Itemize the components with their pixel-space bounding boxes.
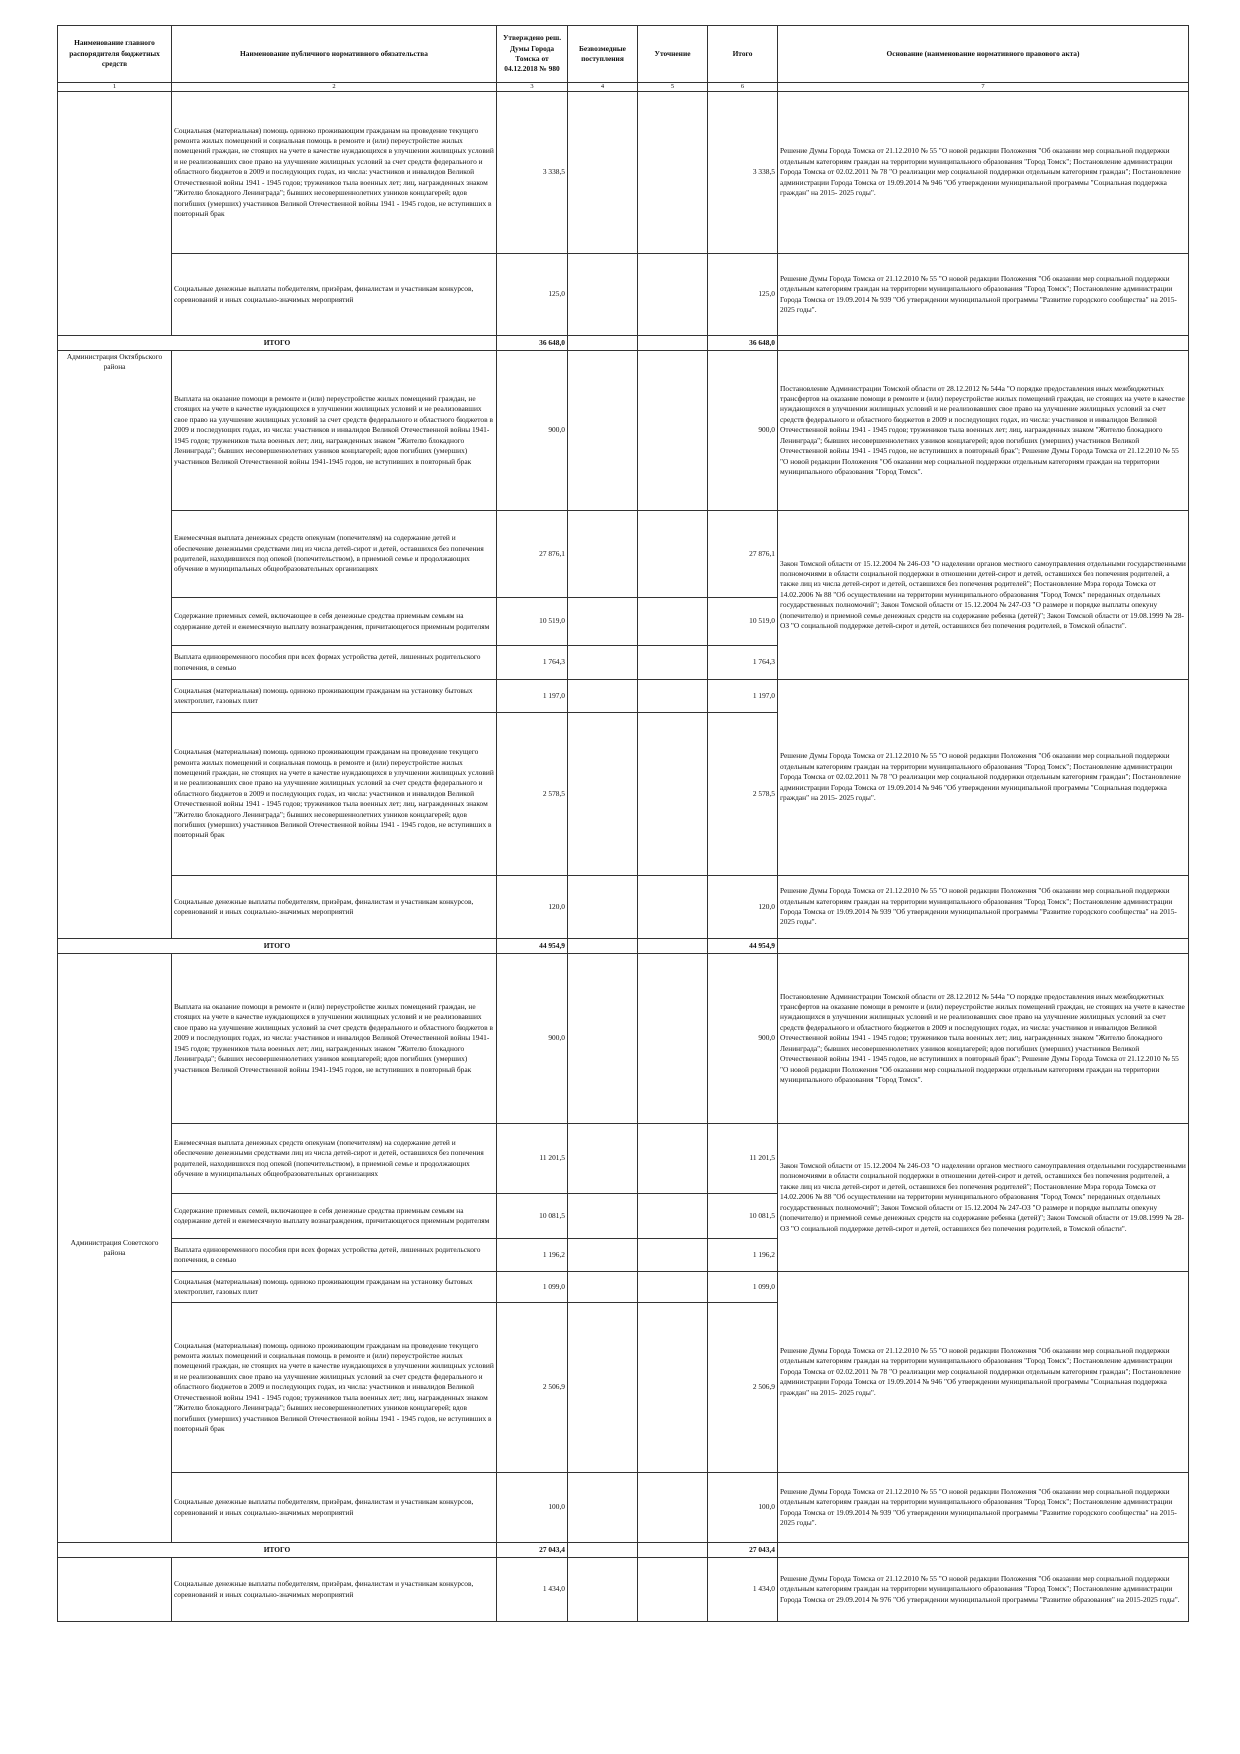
gratuitous-value [568,1239,638,1272]
clarification-value [638,254,708,336]
column-number: 2 [172,83,497,92]
gratuitous-value [568,598,638,646]
total-value: 2 506,9 [708,1303,778,1473]
basis-text: Закон Томской области от 15.12.2004 № 246-ОЗ "О наделении органов местного самоуправления отдельными государственными полномочиями в области социальной поддержки в отношении детей-сирот и детей, оставшихся без попечения родителей, а также лиц из числа детей-сирот и детей, оставшихся без попечения родителей"; Постановление Мэра города Томска от 14.02.2006 № 88 "Об осуществлении на территории муниципального образования "Город Томск" переданных отдельных государственных полномочий"; Закон Томской области от 15.12.2004 № 247-ОЗ "О размере и порядке выплаты опекуну (попечителю) и приемной семье денежных средств на содержание ребенка (детей)"; Закон Томской области от 19.08.1999 № 28-ОЗ "О социальной поддержке детей-сирот и детей, оставшихся без попечения родителей, в Томской области". [778,511,1189,680]
total-approved: 27 043,4 [497,1543,568,1558]
gratuitous-value [568,1272,638,1303]
obligation-name: Социальная (материальная) помощь одиноко проживающим гражданам на проведение текущего ремонта жилых помещений и социальная помощь в ремонте и (или) переустройстве жилых помещений граждан, не стоящих на учете в качестве нуждающихся в улучшении жилищных условий и не реализовавших свое право на улучшение жилищных условий за счет средств федерального и областного бюджетов в 2009 и последующих годах, из числа: участников и инвалидов Великой Отечественной войны 1941 - 1945 годов; тружеников тыла военных лет; лиц, награжденных знаком "Жителю блокадного Ленинграда"; бывших несовершеннолетних узников концлагерей; вдов погибших (умерших) участников Великой Отечественной войны 1941 - 1945 годов, не вступивших в повторный брак [172,713,497,876]
table-row [58,1124,1189,1194]
gratuitous-value [568,1543,638,1558]
total-value: 125,0 [708,254,778,336]
approved-value: 1 764,3 [497,646,568,680]
approved-value: 3 338,5 [497,92,568,254]
total-label: ИТОГО [58,336,497,351]
gratuitous-value [568,1473,638,1543]
basis-text: Решение Думы Города Томска от 21.12.2010 № 55 "О новой редакции Положения "Об оказании мер социальной поддержки отдельным категориям граждан на территории муниципального образования "Город Томск"; Постановление администрации Города Томска от 02.02.2011 № 78 "О реализации мер социальной поддержки отдельным категориям граждан"; Постановление администрации Города Томска от 19.09.2014 № 946 "Об утверждении муниципальной программы "Социальная поддержка граждан" на 2015- 2025 годы". [778,92,1189,254]
clarification-value [638,646,708,680]
clarification-value [638,351,708,511]
obligation-name: Ежемесячная выплата денежных средств опекунам (попечителям) на содержание детей и обеспечение денежными средствами лиц из числа детей-сирот и детей, оставшихся без попечения родителей, находившихся под опекой (попечительством), в приемной семье и продолжающих обучение в муниципальных общеобразовательных организациях [172,1124,497,1194]
total-value: 10 519,0 [708,598,778,646]
basis-text [778,336,1189,351]
total-value: 2 578,5 [708,713,778,876]
table-row [58,876,1189,939]
clarification-value [638,1194,708,1239]
gratuitous-value [568,1124,638,1194]
basis-text [778,939,1189,954]
obligation-name: Социальная (материальная) помощь одиноко проживающим гражданам на проведение текущего ремонта жилых помещений и социальная помощь в ремонте и (или) переустройстве жилых помещений граждан, не стоящих на учете в качестве нуждающихся в улучшении жилищных условий и не реализовавших свое право на улучшение жилищных условий за счет средств федерального и областного бюджетов в 2009 и последующих годах, из числа: участников и инвалидов Великой Отечественной войны 1941 - 1945 годов; тружеников тыла военных лет; лиц, награжденных знаком "Жителю блокадного Ленинграда"; бывших несовершеннолетних узников концлагерей; вдов погибших (умерших) участников Великой Отечественной войны 1941 - 1945 годов, не вступивших в повторный брак [172,92,497,254]
budget-table-sheet [57,25,1188,1622]
basis-text: Решение Думы Города Томска от 21.12.2010 № 55 "О новой редакции Положения "Об оказании мер социальной поддержки отдельным категориям граждан на территории муниципального образования "Город Томск"; Постановление администрации Города Томска от 02.02.2011 № 78 "О реализации мер социальной поддержки отдельным категориям граждан"; Постановление администрации Города Томска от 19.09.2014 № 946 "Об утверждении муниципальной программы "Социальная поддержка граждан" на 2015- 2025 годы". [778,680,1189,876]
obligation-name: Социальные денежные выплаты победителям, призёрам, финалистам и участникам конкурсов, соревнований и иных социально-значимых мероприятий [172,1473,497,1543]
col-header-obligation: Наименование публичного нормативного обязательства [172,26,497,83]
obligation-name: Социальные денежные выплаты победителям, призёрам, финалистам и участникам конкурсов, соревнований и иных социально-значимых мероприятий [172,876,497,939]
column-number: 1 [58,83,172,92]
approved-value: 1 099,0 [497,1272,568,1303]
total-value: 900,0 [708,351,778,511]
column-number: 7 [778,83,1189,92]
approved-value: 100,0 [497,1473,568,1543]
clarification-value [638,876,708,939]
total-value: 1 196,2 [708,1239,778,1272]
total-row [58,939,1189,954]
column-number: 6 [708,83,778,92]
obligation-name: Выплата на оказание помощи в ремонте и (или) переустройстве жилых помещений граждан, не стоящих на учете в качестве нуждающихся в улучшении жилищных условий и не реализовавших свое право на улучшение жилищных условий за счет средств федерального и областного бюджетов в 2009 и последующих годах, из числа: участников и инвалидов Великой Отечественной войны 1941-1945 годов; тружеников тыла военных лет; лиц, награжденных знаком "Жителю блокадного Ленинграда"; бывших несовершеннолетних узников концлагерей; вдов погибших (умерших) участников Великой Отечественной войны 1941-1945 годов, не вступивших в повторный брак [172,351,497,511]
gratuitous-value [568,1558,638,1622]
clarification-value [638,680,708,713]
gratuitous-value [568,254,638,336]
col-header-distributor: Наименование главного распорядителя бюджетных средств [58,26,172,83]
public-obligations-table [57,25,1189,1622]
clarification-value [638,1272,708,1303]
table-row [58,1272,1189,1303]
column-number-row [58,83,1189,92]
obligation-name: Выплата на оказание помощи в ремонте и (или) переустройстве жилых помещений граждан, не стоящих на учете в качестве нуждающихся в улучшении жилищных условий и не реализовавших свое право на улучшение жилищных условий за счет средств федерального и областного бюджетов в 2009 и последующих годах, из числа: участников и инвалидов Великой Отечественной войны 1941-1945 годов; тружеников тыла военных лет; лиц, награжденных знаком "Жителю блокадного Ленинграда"; бывших несовершеннолетних узников концлагерей; вдов погибших (умерших) участников Великой Отечественной войны 1941-1945 годов, не вступивших в повторный брак [172,954,497,1124]
approved-value: 1 197,0 [497,680,568,713]
total-value: 27 876,1 [708,511,778,598]
clarification-value [638,598,708,646]
total-value: 11 201,5 [708,1124,778,1194]
gratuitous-value [568,511,638,598]
gratuitous-value [568,954,638,1124]
col-header-gratuitous: Безвозмедные поступления [568,26,638,83]
approved-value: 1 434,0 [497,1558,568,1622]
clarification-value [638,92,708,254]
distributor-cell [58,92,172,336]
obligation-name: Социальные денежные выплаты победителям, призёрам, финалистам и участникам конкурсов, соревнований и иных социально-значимых мероприятий [172,254,497,336]
table-row [58,511,1189,598]
table-row [58,954,1189,1124]
table-row [58,1558,1189,1622]
gratuitous-value [568,1194,638,1239]
total-value: 1 099,0 [708,1272,778,1303]
obligation-name: Социальная (материальная) помощь одиноко проживающим гражданам на установку бытовых электроплит, газовых плит [172,1272,497,1303]
basis-text: Решение Думы Города Томска от 21.12.2010 № 55 "О новой редакции Положения "Об оказании мер социальной поддержки отдельным категориям граждан на территории муниципального образования "Город Томск"; Постановление администрации Города Томска от 19.09.2014 № 939 "Об утверждении муниципальной программы "Развитие городского сообщества" на 2015-2025 годы". [778,876,1189,939]
gratuitous-value [568,939,638,954]
basis-text: Закон Томской области от 15.12.2004 № 246-ОЗ "О наделении органов местного самоуправления отдельными государственными полномочиями в области социальной поддержки в отношении детей-сирот и детей, оставшихся без попечения родителей, а также лиц из числа детей-сирот и детей, оставшихся без попечения родителей"; Постановление Мэра города Томска от 14.02.2006 № 88 "Об осуществлении на территории муниципального образования "Город Томск" переданных отдельных государственных полномочий"; Закон Томской области от 15.12.2004 № 247-ОЗ "О размере и порядке выплаты опекуну (попечителю) и приемной семье денежных средств на содержание ребенка (детей)"; Закон Томской области от 19.08.1999 № 28-ОЗ "О социальной поддержке детей-сирот и детей, оставшихся без попечения родителей, в Томской области". [778,1124,1189,1272]
total-row [58,1543,1189,1558]
column-number: 4 [568,83,638,92]
total-value: 1 197,0 [708,680,778,713]
column-number: 3 [497,83,568,92]
approved-value: 27 876,1 [497,511,568,598]
approved-value: 1 196,2 [497,1239,568,1272]
clarification-value [638,1558,708,1622]
gratuitous-value [568,92,638,254]
table-row [58,680,1189,713]
obligation-name: Содержание приемных семей, включающее в себя денежные средства приемным семьям на содержание детей и ежемесячную выплату вознаграждения, причитающегося приемным родителям [172,598,497,646]
approved-value: 900,0 [497,351,568,511]
basis-text: Решение Думы Города Томска от 21.12.2010 № 55 "О новой редакции Положения "Об оказании мер социальной поддержки отдельным категориям граждан на территории муниципального образования "Город Томск"; Постановление администрации Города Томска от 02.02.2011 № 78 "О реализации мер социальной поддержки отдельным категориям граждан"; Постановление администрации Города Томска от 19.09.2014 № 946 "Об утверждении муниципальной программы "Социальная поддержка граждан" на 2015- 2025 годы". [778,1272,1189,1473]
basis-text [778,1543,1189,1558]
total-label: ИТОГО [58,939,497,954]
gratuitous-value [568,1303,638,1473]
obligation-name: Социальные денежные выплаты победителям, призёрам, финалистам и участникам конкурсов, соревнований и иных социально-значимых мероприятий [172,1558,497,1622]
clarification-value [638,1473,708,1543]
column-number: 5 [638,83,708,92]
obligation-name: Социальная (материальная) помощь одиноко проживающим гражданам на установку бытовых электроплит, газовых плит [172,680,497,713]
gratuitous-value [568,646,638,680]
approved-value: 125,0 [497,254,568,336]
total-value: 100,0 [708,1473,778,1543]
approved-value: 120,0 [497,876,568,939]
basis-text: Решение Думы Города Томска от 21.12.2010 № 55 "О новой редакции Положения "Об оказании мер социальной поддержки отдельным категориям граждан на территории муниципального образования "Город Томск"; Постановление администрации Города Томска от 19.09.2014 № 939 "Об утверждении муниципальной программы "Развитие городского сообщества" на 2015-2025 годы". [778,254,1189,336]
gratuitous-value [568,680,638,713]
approved-value: 10 081,5 [497,1194,568,1239]
approved-value: 2 506,9 [497,1303,568,1473]
gratuitous-value [568,351,638,511]
col-header-total: Итого [708,26,778,83]
clarification-value [638,511,708,598]
total-approved: 44 954,9 [497,939,568,954]
basis-text: Постановление Администрации Томской области от 28.12.2012 № 544а "О порядке предоставления иных межбюджетных трансфертов на оказание помощи в ремонте и (или) переустройстве жилых помещений граждан, не стоящих на учете в качестве нуждающихся в улучшении жилищных условий и не реализовавших свое право на улучшение жилищных условий за счет средств федерального и областного бюджетов в 2009 и последующих годах, из числа: участников и инвалидов Великой Отечественной войны 1941 - 1945 годов; тружеников тыла военных лет; лиц, награжденных знаком "Жителю блокадного Ленинграда"; бывших несовершеннолетних узников концлагерей; вдов погибших (умерших) участников Великой Отечественной войны 1941 - 1945 годов, не вступивших в повторный брак"; Решение Думы Города Томска от 21.12.2010 № 55 "О новой редакции Положения "Об оказании мер социальной поддержки отдельным категориям граждан на территории муниципального образования "Город Томск". [778,351,1189,511]
total-value: 1 764,3 [708,646,778,680]
clarification-value [638,1124,708,1194]
total-value: 900,0 [708,954,778,1124]
total-value: 10 081,5 [708,1194,778,1239]
basis-text: Постановление Администрации Томской области от 28.12.2012 № 544а "О порядке предоставления иных межбюджетных трансфертов на оказание помощи в ремонте и (или) переустройстве жилых помещений граждан, не стоящих на учете в качестве нуждающихся в улучшении жилищных условий и не реализовавших свое право на улучшение жилищных условий за счет средств федерального и областного бюджетов в 2009 и последующих годах, из числа: участников и инвалидов Великой Отечественной войны 1941 - 1945 годов; тружеников тыла военных лет; лиц, награжденных знаком "Жителю блокадного Ленинграда"; бывших несовершеннолетних узников концлагерей; вдов погибших (умерших) участников Великой Отечественной войны 1941 - 1945 годов, не вступивших в повторный брак"; Решение Думы Города Томска от 21.12.2010 № 55 "О новой редакции Положения "Об оказании мер социальной поддержки отдельным категориям граждан на территории муниципального образования "Город Томск". [778,954,1189,1124]
approved-value: 10 519,0 [497,598,568,646]
total-sum: 44 954,9 [708,939,778,954]
clarification-value [638,939,708,954]
approved-value: 11 201,5 [497,1124,568,1194]
header-row [58,26,1189,83]
total-row [58,336,1189,351]
approved-value: 2 578,5 [497,713,568,876]
basis-text: Решение Думы Города Томска от 21.12.2010 № 55 "О новой редакции Положения "Об оказании мер социальной поддержки отдельным категориям граждан на территории муниципального образования "Город Томск"; Постановление администрации Города Томска от 29.09.2014 № 976 "Об утверждении муниципальной программы "Развитие образования" на 2015-2025 годы". [778,1558,1189,1622]
obligation-name: Ежемесячная выплата денежных средств опекунам (попечителям) на содержание детей и обеспечение денежными средствами лиц из числа детей-сирот и детей, оставшихся без попечения родителей, находившихся под опекой (попечительством), в приемной семье и продолжающих обучение в муниципальных общеобразовательных организациях [172,511,497,598]
distributor-oktyabrsky: Администрация Октябрьского района [58,351,172,939]
col-header-approved: Утверждено реш. Думы Города Томска от 04.12.2018 № 980 [497,26,568,83]
table-row [58,1473,1189,1543]
total-value: 120,0 [708,876,778,939]
approved-value: 900,0 [497,954,568,1124]
obligation-name: Выплата единовременного пособия при всех формах устройства детей, лишенных родительского попечения, в семью [172,646,497,680]
clarification-value [638,336,708,351]
gratuitous-value [568,713,638,876]
clarification-value [638,954,708,1124]
total-sum: 36 648,0 [708,336,778,351]
basis-text: Решение Думы Города Томска от 21.12.2010 № 55 "О новой редакции Положения "Об оказании мер социальной поддержки отдельным категориям граждан на территории муниципального образования "Город Томск"; Постановление администрации Города Томска от 19.09.2014 № 939 "Об утверждении муниципальной программы "Развитие городского сообщества" на 2015-2025 годы". [778,1473,1189,1543]
distributor-sovetsky: Администрация Советского района [58,954,172,1543]
clarification-value [638,1303,708,1473]
total-sum: 27 043,4 [708,1543,778,1558]
total-approved: 36 648,0 [497,336,568,351]
clarification-value [638,1239,708,1272]
clarification-value [638,1543,708,1558]
gratuitous-value [568,876,638,939]
table-row [58,254,1189,336]
clarification-value [638,713,708,876]
col-header-clarification: Уточнение [638,26,708,83]
table-row [58,351,1189,511]
col-header-basis: Основание (наименование нормативного правового акта) [778,26,1189,83]
distributor-cell [58,1558,172,1622]
obligation-name: Выплата единовременного пособия при всех формах устройства детей, лишенных родительского попечения, в семью [172,1239,497,1272]
table-row [58,92,1189,254]
total-value: 1 434,0 [708,1558,778,1622]
total-label: ИТОГО [58,1543,497,1558]
obligation-name: Социальная (материальная) помощь одиноко проживающим гражданам на проведение текущего ремонта жилых помещений и социальная помощь в ремонте и (или) переустройстве жилых помещений граждан, не стоящих на учете в качестве нуждающихся в улучшении жилищных условий и не реализовавших свое право на улучшение жилищных условий за счет средств федерального и областного бюджетов в 2009 и последующих годах, из числа: участников и инвалидов Великой Отечественной войны 1941 - 1945 годов; тружеников тыла военных лет; лиц, награжденных знаком "Жителю блокадного Ленинграда"; бывших несовершеннолетних узников концлагерей; вдов погибших (умерших) участников Великой Отечественной войны 1941 - 1945 годов, не вступивших в повторный брак [172,1303,497,1473]
total-value: 3 338,5 [708,92,778,254]
obligation-name: Содержание приемных семей, включающее в себя денежные средства приемным семьям на содержание детей и ежемесячную выплату вознаграждения, причитающегося приемным родителям [172,1194,497,1239]
gratuitous-value [568,336,638,351]
